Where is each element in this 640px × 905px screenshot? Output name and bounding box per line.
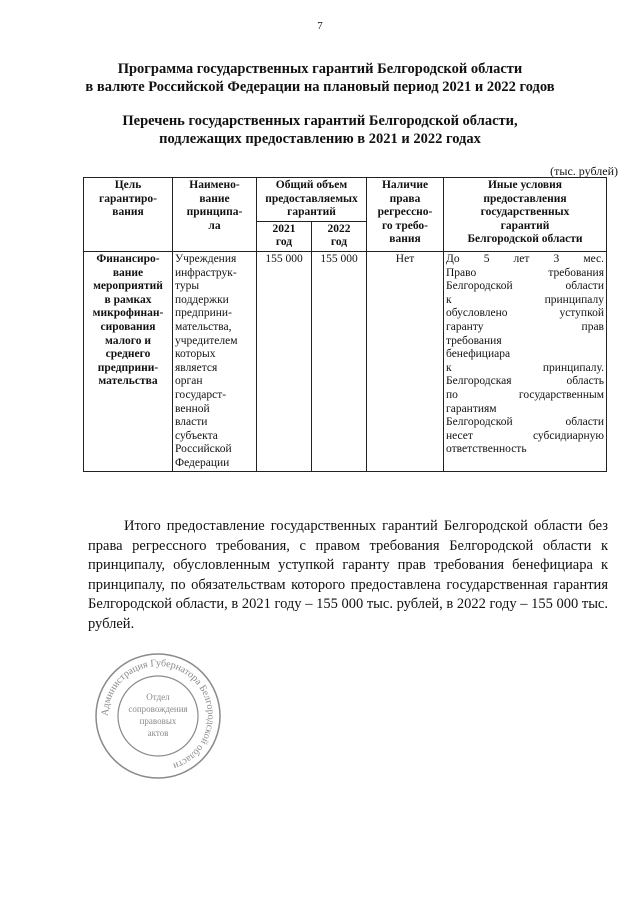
cell-line: государственных bbox=[480, 206, 570, 219]
list-title-line-2: подлежащих предоставлению в 2021 и 2022 годах bbox=[159, 131, 481, 147]
cell-line: Иные условия bbox=[487, 179, 562, 191]
cell-line: среднего bbox=[105, 348, 151, 361]
guarantees-table bbox=[83, 177, 607, 472]
cell-line: к принципалу bbox=[446, 293, 604, 306]
cell-line: Финансиро- bbox=[96, 252, 160, 265]
cell-other-conditions bbox=[444, 251, 607, 472]
program-title-line-2: в валюте Российской Федерации на плановый период 2021 и 2022 годов bbox=[85, 79, 555, 95]
cell-line: малого и bbox=[105, 334, 151, 347]
cell-line: несет субсидиарную bbox=[446, 429, 604, 442]
header-principal bbox=[173, 178, 257, 252]
stamp-ring-text: Администрация Губернатора Белгородской области bbox=[99, 657, 217, 772]
office-stamp bbox=[92, 650, 224, 782]
cell-line: вание bbox=[199, 192, 230, 205]
cell-line: по государственным bbox=[446, 388, 604, 401]
cell-line: к принципалу. bbox=[446, 361, 604, 374]
cell-line: год bbox=[275, 236, 293, 249]
cell-line: учредителем bbox=[175, 334, 238, 347]
cell-line: предприни- bbox=[175, 307, 232, 320]
units-note: (тыс. рублей) bbox=[550, 164, 618, 178]
cell-line: Право требования bbox=[446, 266, 604, 279]
cell-line: Белгородская область bbox=[446, 375, 604, 388]
cell-line: Учреждения bbox=[175, 252, 237, 265]
cell-line: вание bbox=[112, 266, 144, 279]
cell-line: вания bbox=[112, 206, 144, 219]
header-other-conditions bbox=[444, 178, 607, 252]
cell-line: является bbox=[175, 361, 218, 374]
cell-value-2021: 155 000 bbox=[257, 251, 312, 472]
stamp-center-line-3: правовых bbox=[139, 716, 177, 726]
cell-line: гарантий bbox=[287, 206, 336, 219]
cell-line: бенефициара bbox=[446, 348, 511, 361]
cell-line: туры bbox=[175, 280, 200, 293]
header-year-2021 bbox=[257, 221, 312, 251]
cell-line: гарантиям bbox=[446, 402, 497, 415]
cell-line: 2021 bbox=[272, 222, 296, 235]
cell-line: власти bbox=[175, 416, 208, 429]
stamp-center-line-4: актов bbox=[147, 728, 169, 738]
cell-line: мательства, bbox=[175, 320, 232, 333]
table-row bbox=[84, 251, 607, 472]
program-title bbox=[0, 60, 640, 96]
cell-line: Цель bbox=[114, 179, 142, 191]
summary-paragraph bbox=[88, 517, 608, 634]
cell-line: Наличие bbox=[381, 179, 429, 191]
cell-line: регрессно- bbox=[377, 206, 433, 219]
cell-line: Наимено- bbox=[189, 179, 240, 191]
cell-line: мероприятий bbox=[93, 280, 163, 293]
page-number: 7 bbox=[317, 20, 323, 32]
cell-value-2022: 155 000 bbox=[312, 251, 367, 472]
cell-line: Российской bbox=[175, 443, 232, 456]
cell-line: предприни- bbox=[97, 361, 159, 374]
cell-line: гарантиро- bbox=[99, 192, 157, 205]
cell-goal bbox=[84, 251, 173, 472]
summary-text: Итого предоставление государственных гарантий Белгородской области без права регрессного требования, с правом требования Белгородской области к принципалу, обусловленным уступкой гаранту прав требования бенефициара к принципалу, по обязательствам которого предоставлена государственная гарантия Белгородской области, в 2021 году – 155 000 тыс. рублей, в 2022 году – 155 000 тыс. рублей. bbox=[88, 518, 608, 632]
cell-line: предоставляемых bbox=[265, 192, 358, 205]
program-title-line-1: Программа государственных гарантий Белгородской области bbox=[117, 61, 523, 77]
cell-line: микрофинан- bbox=[92, 307, 164, 320]
header-goal bbox=[84, 178, 173, 252]
cell-line: венной bbox=[175, 402, 210, 415]
cell-recourse: Нет bbox=[367, 251, 444, 472]
list-title bbox=[0, 112, 640, 148]
cell-line: в рамках bbox=[104, 293, 152, 306]
header-year-2022 bbox=[312, 221, 367, 251]
cell-line: ответственность bbox=[446, 443, 527, 456]
header-recourse bbox=[367, 178, 444, 252]
cell-line: которых bbox=[175, 348, 216, 361]
cell-line: Белгородской области bbox=[467, 233, 583, 246]
list-title-line-1: Перечень государственных гарантий Белгородской области, bbox=[122, 113, 518, 129]
cell-line: субъекта bbox=[175, 429, 218, 442]
cell-line: инфраструк- bbox=[175, 266, 237, 279]
cell-line: гаранту прав bbox=[446, 320, 604, 333]
cell-line: государст- bbox=[175, 388, 227, 401]
cell-principal bbox=[173, 251, 257, 472]
cell-line: год bbox=[330, 236, 348, 249]
cell-line: Белгородской области bbox=[446, 280, 604, 293]
cell-line: гарантий bbox=[500, 219, 550, 232]
cell-line: сирования bbox=[100, 320, 156, 333]
cell-line: го требо- bbox=[381, 219, 429, 232]
stamp-center-line-2: сопровождения bbox=[128, 704, 188, 714]
cell-line: До 5 лет 3 мес. bbox=[446, 252, 604, 265]
cell-line: предоставления bbox=[483, 192, 567, 205]
cell-line: мательства bbox=[98, 375, 158, 388]
cell-line: Белгородской области bbox=[446, 416, 604, 429]
cell-line: ла bbox=[208, 219, 221, 232]
cell-line: Федерации bbox=[175, 456, 230, 469]
cell-line: требования bbox=[446, 334, 502, 347]
cell-line: обусловлено уступкой bbox=[446, 307, 604, 320]
cell-line: орган bbox=[175, 375, 203, 388]
cell-line: принципа- bbox=[186, 206, 243, 219]
cell-line: 2022 bbox=[327, 222, 351, 235]
cell-line: права bbox=[389, 192, 421, 205]
header-volume bbox=[257, 178, 367, 222]
cell-line: поддержки bbox=[175, 293, 229, 306]
stamp-center-line-1: Отдел bbox=[146, 692, 170, 702]
cell-line: Общий объем bbox=[275, 179, 348, 191]
cell-line: вания bbox=[389, 233, 421, 246]
